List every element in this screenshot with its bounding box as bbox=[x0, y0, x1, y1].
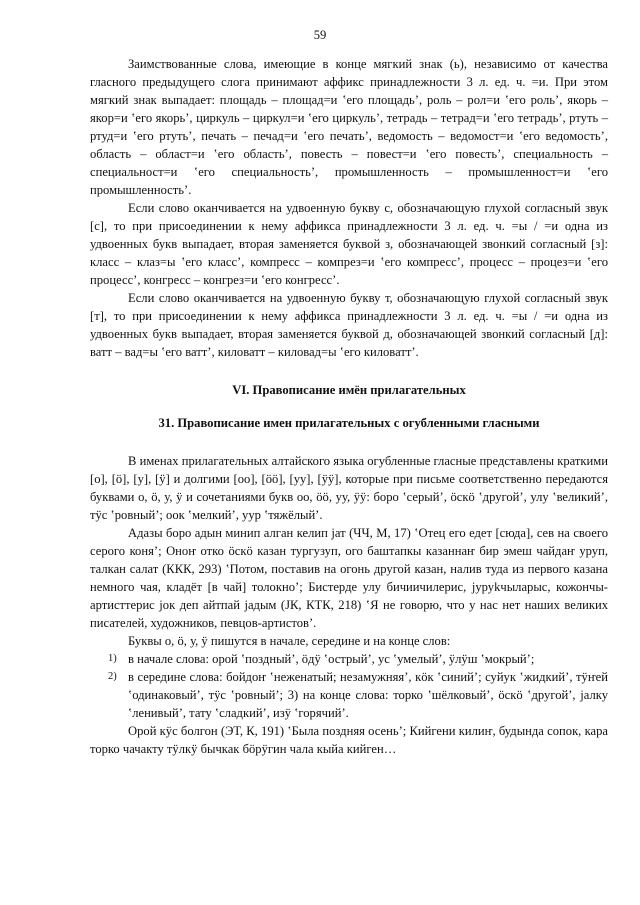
list-item-number: 1) bbox=[108, 653, 117, 664]
list-item bbox=[90, 650, 608, 668]
paragraph-double-t: Если слово оканчивается на удвоенную букву т, обозначающую глухой согласный звук [т], то при присоединении к нему аффикса принадлежности 3 л. ед. ч. =ы / =и одна из удвоенных букв выпадает, вторая заменяется буквой д, обозначающей звонкий согласный [д]: ватт – вад=ы ʽего ваттʼ, киловатт – киловад=ы ʽего киловаттʼ. bbox=[90, 291, 608, 359]
list-item-text: в середине слова: бойдоҥ ʽнеженатый; незамужняяʼ, кӧк ʽсинийʼ; суйук ʽжидкийʼ, тӱҥей ʽодинаковыйʼ, тӱс ʽровныйʼ; 3) на конце слова: торко ʽшёлковыйʼ, ӧскӧ ʽдругойʼ, јалку ʽленивыйʼ, тату ʽсладкийʼ, изӱ ʽгорячийʼ. bbox=[128, 670, 608, 720]
list-item-text: в начале слова: орой ʽпоздныйʼ, ӧдӱ ʽострыйʼ, ус ʽумелыйʼ, ӱлӱш ʽмокрыйʼ; bbox=[128, 652, 535, 666]
paragraph-letter-positions: Буквы о, ӧ, у, ӱ пишутся в начале, середине и на конце слов: bbox=[128, 634, 451, 648]
subsection-heading: 31. Правописание имен прилагательных с огубленными гласными bbox=[158, 416, 540, 430]
list-item-number: 2) bbox=[108, 671, 117, 682]
page-number: 59 bbox=[313, 28, 327, 42]
paragraph-final-example: Орой кӱс болгон (ЭТ, К, 191) ʽБыла поздняя осеньʼ; Кийгени килиҥ, будында сопок, кара торко чачакту тӱлкӱ бычкак бӧрӱгин чала кыйа кийген… bbox=[90, 724, 608, 756]
paragraph-examples: Адазы боро адын минип алган келип јат (ЧЧ, М, 17) ʽОтец его едет [сюда], сев на своего серого коняʼ; Оноҥ отко ӧскӧ казан тургузуп, ого баштапкы казаннаҥ бир эмеш чайдаҥ уруп, талкан салат (ККК, 293) ʽПотом, поставив на огонь другой казан, налив туда из первого казана немного чая, кладёт [в чай] толокноʼ; Бистерде улу бичиичилерис, јуруkчыларыс, кожончы-артисттерис јок деп айтпай јадым (ЈК, КТК, 218) ʽЯ не говорю, что у нас нет наших великих писателей, художников, певцов-артистовʼ. bbox=[90, 526, 608, 630]
list-item bbox=[90, 668, 608, 722]
paragraph-soft-sign: Заимствованные слова, имеющие в конце мягкий знак (ь), независимо от качества гласного предыдущего слога принимают аффикс принадлежности 3 л. ед. ч. =и. При этом мягкий знак выпадает: площадь – площад=и ʽего площадьʼ, роль – рол=и ʽего рольʼ, якорь – якор=и ʽего якорьʼ, циркуль – циркул=и ʽего циркульʼ, тетрадь – тетрад=и ʽего тетрадьʼ, ртуть – ртуд=и ʽего ртутьʼ, печать – печад=и ʽего печатьʼ, ведомость – ведомост=и ʽего ведомостьʼ, область – област=и ʽего областьʼ, повесть – повест=и ʽего повестьʼ, специальность – специальност=и ʽего специальностьʼ, промышленность – промышленност=и ʽего промышленностьʼ. bbox=[90, 57, 608, 197]
page-body bbox=[90, 55, 608, 758]
paragraph-double-s: Если слово оканчивается на удвоенную букву с, обозначающую глухой согласный звук [с], то при присоединении к нему аффикса принадлежности 3 л. ед. ч. =ы / =и одна из удвоенных букв выпадает, вторая заменяется буквой з, обозначающей звонкий согласный [з]: класс – клаз=ы ʽего классʼ, компресс – компрез=и ʽего компрессʼ, процесс – процез=и ʽего процессʼ, конгресс – конгрез=и ʽего конгрессʼ. bbox=[90, 201, 608, 287]
section-heading: VI. Правописание имён прилагательных bbox=[232, 383, 466, 397]
paragraph-rounded-vowels: В именах прилагательных алтайского языка огубленные гласные представлены краткими [о], [ӧ], [у], [ӱ] и долгими [оо], [ӧӧ], [уу], [ӱӱ], которые при письме соответственно передаются буквами о, ӧ, у, ӱ и сочетаниями букв оо, ӧӧ, уу, ӱӱ: боро ʽсерыйʼ, ӧскӧ ʽдругойʼ, улу ʽвеликийʼ, тӱс ʽровныйʼ; оок ʽмелкийʼ, уур ʽтяжёлыйʼ. bbox=[90, 454, 608, 522]
